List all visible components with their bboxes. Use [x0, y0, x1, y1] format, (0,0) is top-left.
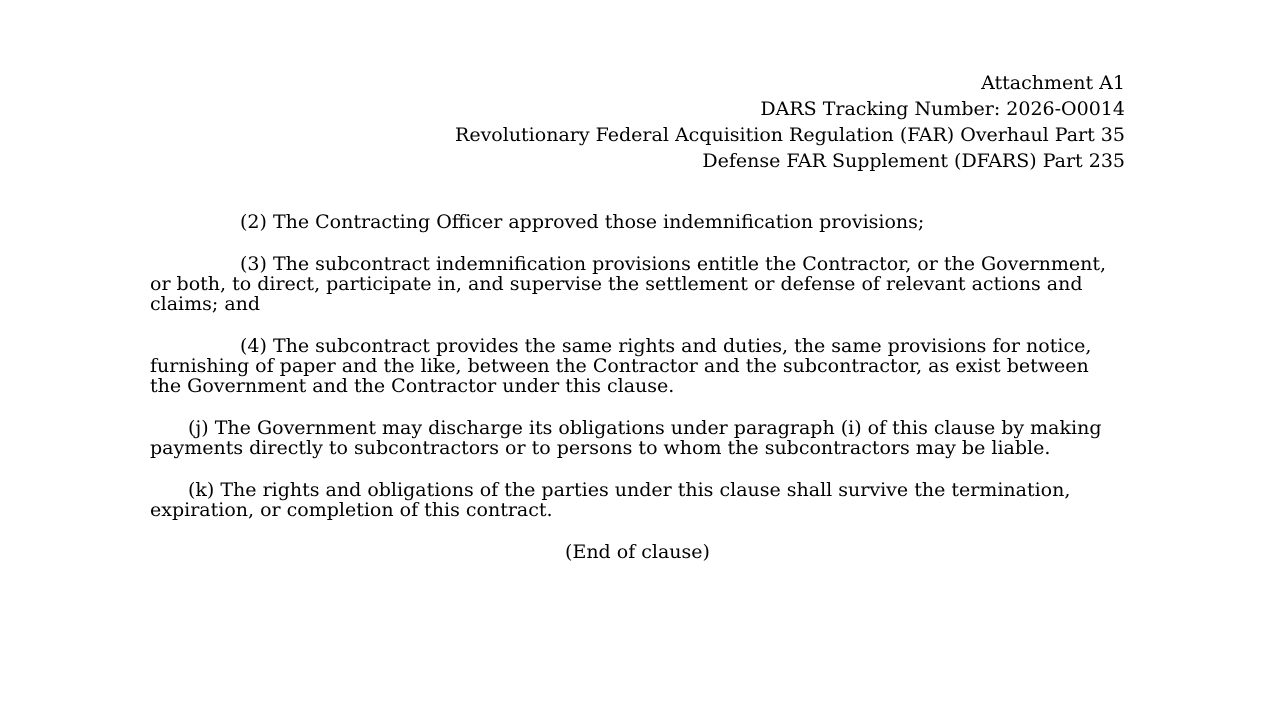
paragraph-4: (4) The subcontract provides the same rights and duties, the same provisions for notice, furnishing of paper and the like, between the Contractor and the subcontractor, as exist between the Government and the Contractor under this clause.	[150, 335, 1092, 397]
page-content	[150, 70, 1125, 584]
tracking-number: DARS Tracking Number: 2026-O0014	[760, 98, 1125, 120]
paragraph-2: (2) The Contracting Officer approved those indemnification provisions;	[240, 211, 925, 233]
clause-body	[150, 212, 1125, 562]
paragraph-3: (3) The subcontract indemnification provisions entitle the Contractor, or the Government, or both, to direct, participate in, and supervise the settlement or defense of relevant actions and claims; and	[150, 253, 1107, 315]
document-header	[150, 70, 1125, 174]
end-of-clause: (End of clause)	[565, 541, 710, 563]
dfars-part-title: Defense FAR Supplement (DFARS) Part 235	[702, 150, 1125, 172]
paragraph-j: (j) The Government may discharge its obligations under paragraph (i) of this clause by making payments directly to subcontractors or to persons to whom the subcontractors may be liable.	[150, 417, 1102, 459]
attachment-label: Attachment A1	[981, 72, 1125, 94]
paragraph-k: (k) The rights and obligations of the parties under this clause shall survive the termination, expiration, or completion of this contract.	[150, 479, 1071, 521]
far-part-title: Revolutionary Federal Acquisition Regulation (FAR) Overhaul Part 35	[455, 124, 1125, 146]
